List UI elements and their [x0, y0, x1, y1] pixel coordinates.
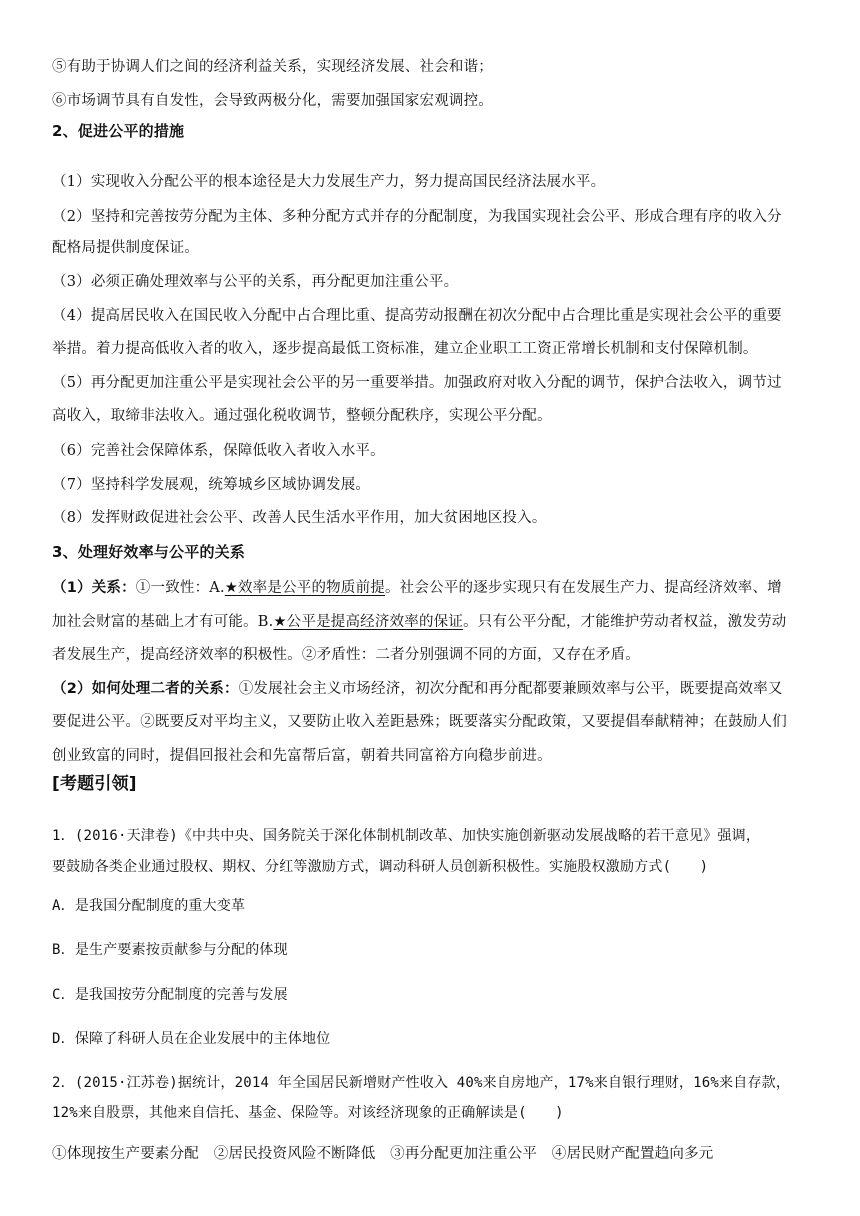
text-line — [52, 679, 783, 699]
text-line: （8）发挥财政促进社会公平、改善人民生活水平作用，加大贫困地区投入。 — [52, 510, 547, 526]
question-text: 要鼓励各类企业通过股权、期权、分红等激励方式，调动科研人员创新积极性。实施股权激励方式( ) — [52, 859, 709, 875]
question-option: ①体现按生产要素分配 ②居民投资风险不断降低 ③再分配更加注重公平 ④居民财产配置趋向多元 — [52, 1146, 714, 1162]
text-line: 创业致富的同时，提倡回报社会和先富帮后富，朝着共同富裕方向稳步前进。 — [52, 748, 552, 764]
text-span: ①一致性：A. — [135, 580, 225, 596]
text-line: （5）再分配更加注重公平是实现社会公平的另一重要举措。加强政府对收入分配的调节，保护合法收入，调节过 — [52, 375, 782, 391]
text-span: ①发展社会主义市场经济，初次分配和再分配都要兼顾效率与公平，既要提高效率又 — [238, 681, 783, 697]
question-option: C．是我国按劳分配制度的完善与发展 — [52, 987, 288, 1003]
text-line — [52, 578, 782, 598]
section-heading: 2、促进公平的措施 — [52, 122, 185, 140]
question-text: 1．(2016·天津卷)《中共中央、国务院关于深化体制机制改革、加快实施创新驱动发展战略的若干意见》强调， — [52, 828, 761, 844]
section-heading: 3、处理好效率与公平的关系 — [52, 543, 246, 561]
text-line: （7）坚持科学发展观，统筹城乡区域协调发展。 — [52, 477, 371, 493]
key-point-underlined: ★效率是公平的物质前提 — [224, 580, 385, 596]
text-span: 。只有公平分配，才能维护劳动者权益，激发劳动 — [463, 614, 787, 630]
text-span: 。社会公平的逐步实现只有在发展生产力、提高经济效率、增 — [384, 580, 782, 596]
text-line: （3）必须正确处理效率与公平的关系，再分配更加注重公平。 — [52, 274, 459, 290]
text-line: （4）提高居民收入在国民收入分配中占合理比重、提高劳动报酬在初次分配中占合理比重是实现社会公平的重要 — [52, 308, 782, 324]
relation-label: （1）关系： — [52, 580, 136, 596]
question-option: D．保障了科研人员在企业发展中的主体地位 — [52, 1031, 331, 1047]
text-line: 要促进公平。②既要反对平均主义，又要防止收入差距悬殊；既要落实分配政策，又要提倡奉献精神；在鼓励人们 — [52, 714, 787, 730]
text-line: ⑥市场调节具有自发性，会导致两极分化，需要加强国家宏观调控。 — [52, 93, 493, 109]
text-span: 加社会财富的基础上才有可能。B. — [52, 614, 274, 630]
text-line — [52, 612, 786, 632]
key-point-underlined: ★公平是提高经济效率的保证 — [273, 614, 464, 630]
question-option: B．是生产要素按贡献参与分配的体现 — [52, 942, 288, 958]
text-line: （1）实现收入分配公平的根本途径是大力发展生产力，努力提高国民经济法展水平。 — [52, 174, 606, 190]
text-line: （6）完善社会保障体系，保障低收入者收入水平。 — [52, 443, 385, 459]
text-line: 者发展生产，提高经济效率的积极性。②矛盾性：二者分别强调不同的方面，又存在矛盾。 — [52, 647, 640, 663]
question-option: A．是我国分配制度的重大变革 — [52, 898, 246, 914]
question-text: 2．(2015·江苏卷)据统计，2014 年全国居民新增财产性收入 40%来自房地产，17%来自银行理财，16%来自存款， — [52, 1075, 791, 1091]
exam-heading: [考题引领] — [52, 774, 137, 794]
relation-label: （2）如何处理二者的关系： — [52, 681, 239, 697]
text-line: （2）坚持和完善按劳分配为主体、多种分配方式并存的分配制度，为我国实现社会公平、形成合理有序的收入分 — [52, 209, 782, 225]
text-line: 配格局提供制度保证。 — [52, 240, 199, 256]
text-line: 举措。着力提高低收入者的收入，逐步提高最低工资标准，建立企业职工工资正常增长机制和支付保障机制。 — [52, 341, 758, 357]
question-text: 12%来自股票，其他来自信托、基金、保险等。对该经济现象的正确解读是( ) — [52, 1105, 564, 1121]
text-line: 高收入，取缔非法收入。通过强化税收调节，整顿分配秩序，实现公平分配。 — [52, 408, 552, 424]
text-line: ⑤有助于协调人们之间的经济利益关系，实现经济发展、社会和谐； — [52, 59, 493, 75]
